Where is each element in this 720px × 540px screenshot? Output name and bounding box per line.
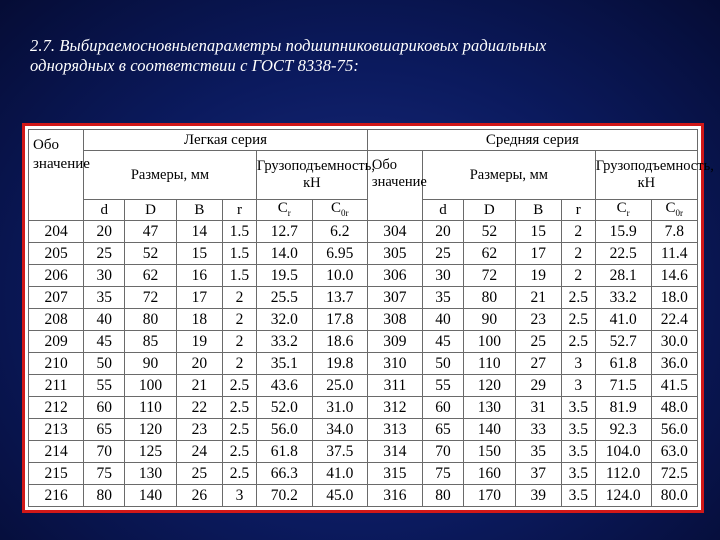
table-cell: 80: [84, 485, 125, 507]
table-cell: 3: [223, 485, 257, 507]
table-cell: 207: [29, 287, 84, 309]
table-cell: 31: [515, 397, 561, 419]
table-cell: 45.0: [312, 485, 367, 507]
table-cell: 18.0: [651, 287, 697, 309]
table-cell: 3.5: [561, 419, 595, 441]
table-cell: 80: [125, 309, 176, 331]
table-cell: 45: [84, 331, 125, 353]
table-cell: 20: [422, 221, 463, 243]
table-cell: 3.5: [561, 441, 595, 463]
table-cell: 33.2: [595, 287, 651, 309]
table-cell: 3.5: [561, 485, 595, 507]
table-cell: 43.6: [256, 375, 312, 397]
table-cell: 110: [125, 397, 176, 419]
table-cell: 204: [29, 221, 84, 243]
table-cell: 112.0: [595, 463, 651, 485]
table-cell: 32.0: [256, 309, 312, 331]
title-line-2: однорядных в соответствии с ГОСТ 8338-75:: [30, 56, 359, 75]
table-cell: 22.5: [595, 243, 651, 265]
table-cell: 140: [125, 485, 176, 507]
table-cell: 1.5: [223, 243, 257, 265]
table-cell: 314: [367, 441, 422, 463]
table-cell: 29: [515, 375, 561, 397]
table-cell: 25: [515, 331, 561, 353]
col-header-d: d: [84, 200, 125, 221]
table-row: [29, 287, 698, 309]
table-cell: 70: [422, 441, 463, 463]
table-cell: 6.2: [312, 221, 367, 243]
table-cell: 315: [367, 463, 422, 485]
table-cell: 309: [367, 331, 422, 353]
table-cell: 72: [125, 287, 176, 309]
table-cell: 2.5: [561, 287, 595, 309]
table-cell: 39: [515, 485, 561, 507]
table-row: [29, 375, 698, 397]
table-cell: 20: [84, 221, 125, 243]
col-header-D: D: [125, 200, 176, 221]
table-cell: 41.0: [312, 463, 367, 485]
table-cell: 14.6: [651, 265, 697, 287]
capacity-header-light: Грузоподъемность, кН: [256, 151, 367, 200]
table-cell: 124.0: [595, 485, 651, 507]
table-cell: 45: [422, 331, 463, 353]
table-cell: 61.8: [595, 353, 651, 375]
table-cell: 100: [125, 375, 176, 397]
table-cell: 30.0: [651, 331, 697, 353]
table-cell: 34.0: [312, 419, 367, 441]
table-cell: 306: [367, 265, 422, 287]
table-cell: 62: [125, 265, 176, 287]
table-cell: 209: [29, 331, 84, 353]
table-cell: 37: [515, 463, 561, 485]
table-cell: 13.7: [312, 287, 367, 309]
table-cell: 160: [464, 463, 515, 485]
table-cell: 2.5: [223, 375, 257, 397]
table-cell: 19: [515, 265, 561, 287]
table-row: [29, 419, 698, 441]
table-cell: 63.0: [651, 441, 697, 463]
table-cell: 205: [29, 243, 84, 265]
table-cell: 40: [84, 309, 125, 331]
slide-title: [30, 36, 700, 76]
table-cell: 214: [29, 441, 84, 463]
table-cell: 211: [29, 375, 84, 397]
table-row: [29, 463, 698, 485]
table-cell: 60: [84, 397, 125, 419]
table-cell: 37.5: [312, 441, 367, 463]
table-cell: 150: [464, 441, 515, 463]
table-cell: 80: [422, 485, 463, 507]
table-cell: 50: [84, 353, 125, 375]
table-cell: 35: [84, 287, 125, 309]
table-cell: 21: [176, 375, 222, 397]
table-cell: 80: [464, 287, 515, 309]
table-cell: 312: [367, 397, 422, 419]
table-row: [29, 441, 698, 463]
table-cell: 60: [422, 397, 463, 419]
table-cell: 104.0: [595, 441, 651, 463]
table-row: [29, 331, 698, 353]
table-cell: 19: [176, 331, 222, 353]
table-cell: 3.5: [561, 463, 595, 485]
table-cell: 24: [176, 441, 222, 463]
table-cell: 17: [176, 287, 222, 309]
table-cell: 85: [125, 331, 176, 353]
table-cell: 23: [515, 309, 561, 331]
table-cell: 35: [422, 287, 463, 309]
table-cell: 72: [464, 265, 515, 287]
sizes-header-light: Размеры, мм: [84, 151, 257, 200]
table-cell: 15: [515, 221, 561, 243]
table-cell: 11.4: [651, 243, 697, 265]
table-cell: 14: [176, 221, 222, 243]
table-cell: 31.0: [312, 397, 367, 419]
col-header-d: d: [422, 200, 463, 221]
table-cell: 213: [29, 419, 84, 441]
col-header-C0r: $C_{0r}$: [312, 200, 367, 221]
table-row: [29, 221, 698, 243]
table-cell: 26: [176, 485, 222, 507]
table-cell: 50: [422, 353, 463, 375]
table-cell: 100: [464, 331, 515, 353]
sizes-header-medium: Размеры, мм: [422, 151, 595, 200]
table-cell: 61.8: [256, 441, 312, 463]
col-header-D: D: [464, 200, 515, 221]
table-row: [29, 243, 698, 265]
table-cell: 2: [223, 331, 257, 353]
table-cell: 25.5: [256, 287, 312, 309]
table-cell: 216: [29, 485, 84, 507]
table-cell: 90: [125, 353, 176, 375]
table-cell: 62: [464, 243, 515, 265]
table-cell: 2: [561, 243, 595, 265]
table-cell: 25: [422, 243, 463, 265]
bearing-table-frame: [22, 123, 714, 513]
table-cell: 3: [561, 353, 595, 375]
table-cell: 20: [176, 353, 222, 375]
table-cell: 2.5: [223, 397, 257, 419]
table-row: [29, 485, 698, 507]
series-header-light: Легкая серия: [84, 130, 368, 151]
table-cell: 52: [464, 221, 515, 243]
table-cell: 16: [176, 265, 222, 287]
table-cell: 2: [223, 287, 257, 309]
table-cell: 70.2: [256, 485, 312, 507]
table-cell: 21: [515, 287, 561, 309]
table-cell: 90: [464, 309, 515, 331]
table-cell: 22: [176, 397, 222, 419]
table-cell: 70: [84, 441, 125, 463]
table-cell: 40: [422, 309, 463, 331]
table-cell: 19.8: [312, 353, 367, 375]
table-cell: 23: [176, 419, 222, 441]
table-row: [29, 309, 698, 331]
bearing-table: [28, 129, 714, 507]
series-header-medium: Средняя серия: [367, 130, 697, 151]
table-cell: 71.5: [595, 375, 651, 397]
table-cell: 2: [561, 221, 595, 243]
table-cell: 6.95: [312, 243, 367, 265]
table-cell: 206: [29, 265, 84, 287]
col-header-B: B: [515, 200, 561, 221]
table-cell: 19.5: [256, 265, 312, 287]
table-cell: 52.0: [256, 397, 312, 419]
capacity-header-medium: Грузоподъемность, кН: [595, 151, 697, 200]
table-cell: 41.0: [595, 309, 651, 331]
table-cell: 17: [515, 243, 561, 265]
table-cell: 56.0: [256, 419, 312, 441]
table-cell: 66.3: [256, 463, 312, 485]
table-cell: 33: [515, 419, 561, 441]
table-cell: 2.5: [223, 441, 257, 463]
table-cell: 15: [176, 243, 222, 265]
table-cell: 56.0: [651, 419, 697, 441]
table-cell: 2: [561, 265, 595, 287]
table-cell: 33.2: [256, 331, 312, 353]
table-cell: 10.0: [312, 265, 367, 287]
col-header-Cr: $C_r$: [256, 200, 312, 221]
table-cell: 308: [367, 309, 422, 331]
table-cell: 27: [515, 353, 561, 375]
table-cell: 25: [84, 243, 125, 265]
table-cell: 18: [176, 309, 222, 331]
table-row: [29, 353, 698, 375]
table-cell: 65: [422, 419, 463, 441]
table-cell: 72.5: [651, 463, 697, 485]
table-cell: 14.0: [256, 243, 312, 265]
table-cell: 1.5: [223, 265, 257, 287]
table-cell: 304: [367, 221, 422, 243]
table-cell: 2.5: [223, 463, 257, 485]
table-row: [29, 265, 698, 287]
table-cell: 2.5: [561, 331, 595, 353]
designation-header-medium: Обо значение: [367, 151, 422, 221]
table-cell: 120: [464, 375, 515, 397]
col-header-Cr: $C_r$: [595, 200, 651, 221]
table-cell: 80.0: [651, 485, 697, 507]
table-cell: 25: [176, 463, 222, 485]
table-cell: 25.0: [312, 375, 367, 397]
table-cell: 1.5: [223, 221, 257, 243]
table-cell: 310: [367, 353, 422, 375]
table-cell: 36.0: [651, 353, 697, 375]
title-line-1: 2.7. Выбираемосновныепараметры подшипниковшариковых радиальных: [30, 36, 547, 55]
table-cell: 140: [464, 419, 515, 441]
table-cell: 30: [422, 265, 463, 287]
table-cell: 92.3: [595, 419, 651, 441]
table-cell: 2: [223, 353, 257, 375]
table-body: [29, 221, 698, 507]
table-cell: 125: [125, 441, 176, 463]
table-cell: 2: [223, 309, 257, 331]
table-cell: 47: [125, 221, 176, 243]
table-cell: 208: [29, 309, 84, 331]
table-cell: 30: [84, 265, 125, 287]
table-cell: 130: [125, 463, 176, 485]
table-cell: 313: [367, 419, 422, 441]
table-cell: 35.1: [256, 353, 312, 375]
table-cell: 52.7: [595, 331, 651, 353]
col-header-r: r: [561, 200, 595, 221]
table-cell: 170: [464, 485, 515, 507]
table-cell: 81.9: [595, 397, 651, 419]
table-cell: 18.6: [312, 331, 367, 353]
table-cell: 41.5: [651, 375, 697, 397]
table-cell: 55: [84, 375, 125, 397]
table-cell: 12.7: [256, 221, 312, 243]
table-cell: 2.5: [561, 309, 595, 331]
table-cell: 305: [367, 243, 422, 265]
table-cell: 130: [464, 397, 515, 419]
table-cell: 307: [367, 287, 422, 309]
col-header-r: r: [223, 200, 257, 221]
table-cell: 120: [125, 419, 176, 441]
table-cell: 3.5: [561, 397, 595, 419]
table-cell: 316: [367, 485, 422, 507]
table-cell: 35: [515, 441, 561, 463]
table-cell: 28.1: [595, 265, 651, 287]
table-cell: 48.0: [651, 397, 697, 419]
designation-header-light: Обо значение: [29, 130, 84, 221]
table-cell: 75: [84, 463, 125, 485]
table-cell: 311: [367, 375, 422, 397]
table-cell: 65: [84, 419, 125, 441]
table-cell: 110: [464, 353, 515, 375]
table-cell: 2.5: [223, 419, 257, 441]
table-cell: 215: [29, 463, 84, 485]
col-header-C0r: $C_{0r}$: [651, 200, 697, 221]
table-cell: 17.8: [312, 309, 367, 331]
table-row: [29, 397, 698, 419]
table-cell: 22.4: [651, 309, 697, 331]
table-cell: 75: [422, 463, 463, 485]
table-cell: 212: [29, 397, 84, 419]
table-cell: 55: [422, 375, 463, 397]
table-cell: 15.9: [595, 221, 651, 243]
table-cell: 52: [125, 243, 176, 265]
table-cell: 3: [561, 375, 595, 397]
table-cell: 210: [29, 353, 84, 375]
table-cell: 7.8: [651, 221, 697, 243]
col-header-B: B: [176, 200, 222, 221]
